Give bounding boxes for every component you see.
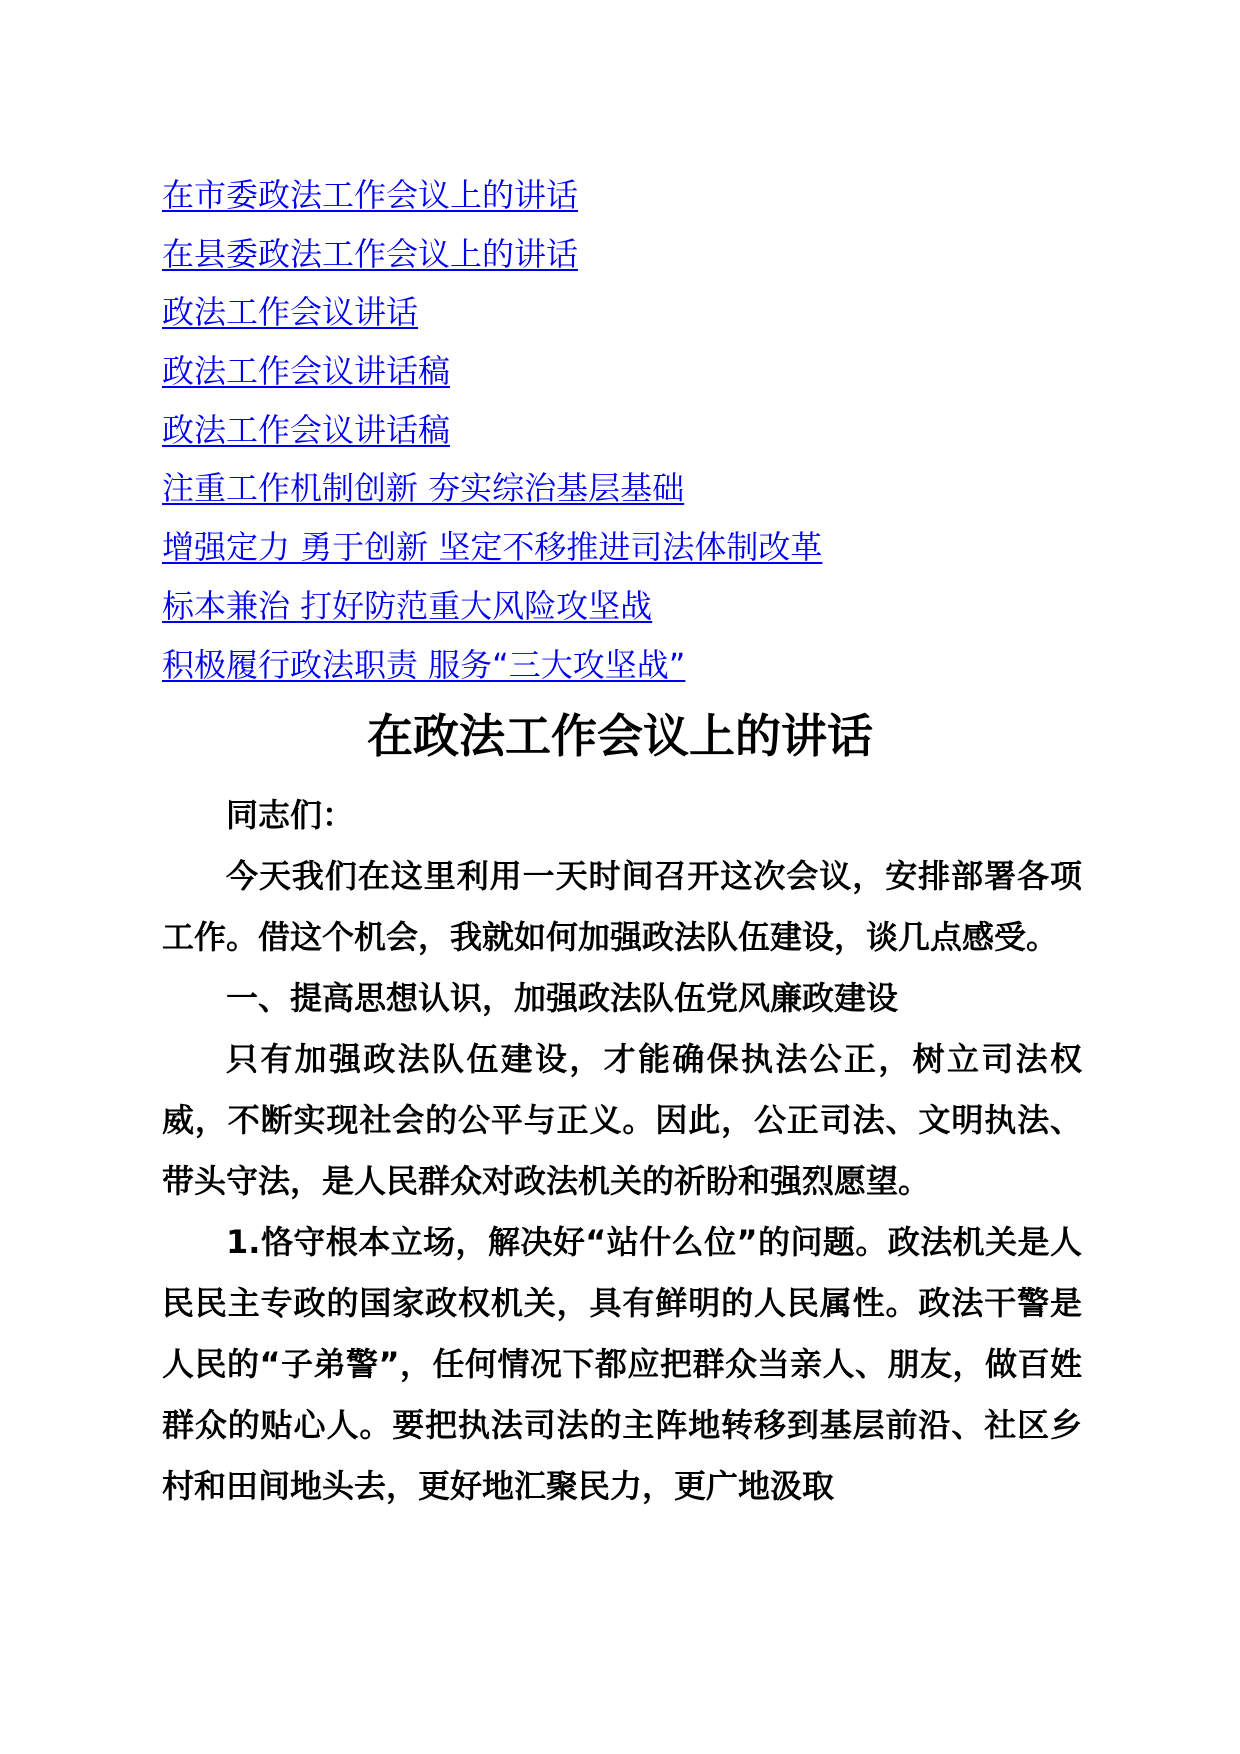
toc-item [162, 225, 1082, 284]
document-body [162, 785, 1082, 1517]
document-title: 在政法工作会议上的讲话 [367, 709, 873, 763]
section-heading: 一、提高思想认识，加强政法队伍党风廉政建设 [226, 979, 899, 1017]
toc-link[interactable]: 政法工作会议讲话稿 [162, 410, 451, 449]
toc-item [162, 518, 1082, 577]
toc-item [162, 401, 1082, 460]
toc-link[interactable]: 注重工作机制创新 夯实综治基层基础 [162, 469, 685, 508]
toc-link[interactable]: 积极履行政法职责 服务“三大攻坚战” [162, 645, 686, 684]
toc-link[interactable]: 标本兼治 打好防范重大风险攻坚战 [162, 586, 653, 625]
toc-link[interactable]: 政法工作会议讲话 [162, 293, 419, 332]
body-paragraph: 只有加强政法队伍建设，才能确保执法公正，树立司法权威，不断实现社会的公平与正义。因此，公正司法、文明执法、带头守法，是人民群众对政法机关的祈盼和强烈愿望。 [162, 1040, 1082, 1200]
toc-item [162, 166, 1082, 225]
toc-item [162, 283, 1082, 342]
toc-item [162, 459, 1082, 518]
toc-link[interactable]: 在市委政法工作会议上的讲话 [162, 176, 579, 214]
body-paragraph: 1.恪守根本立场，解决好“站什么位”的问题。政法机关是人民民主专政的国家政权机关，具有鲜明的人民属性。政法干警是人民的“子弟警”，任何情况下都应把群众当亲人、朋友，做百姓群众的贴心人。要把执法司法的主阵地转移到基层前沿、社区乡村和田间地头去，更好地汇聚民力，更广地汲取 [162, 1223, 1082, 1505]
salutation: 同志们： [226, 796, 355, 834]
toc-item [162, 342, 1082, 401]
toc-link[interactable]: 在县委政法工作会议上的讲话 [162, 234, 579, 273]
table-of-contents [162, 166, 1082, 694]
body-paragraph: 今天我们在这里利用一天时间召开这次会议，安排部署各项工作。借这个机会，我就如何加强政法队伍建设，谈几点感受。 [162, 857, 1082, 956]
toc-link[interactable]: 增强定力 勇于创新 坚定不移推进司法体制改革 [162, 528, 823, 567]
toc-item [162, 636, 1082, 695]
toc-item [162, 577, 1082, 636]
toc-link[interactable]: 政法工作会议讲话稿 [162, 352, 451, 391]
